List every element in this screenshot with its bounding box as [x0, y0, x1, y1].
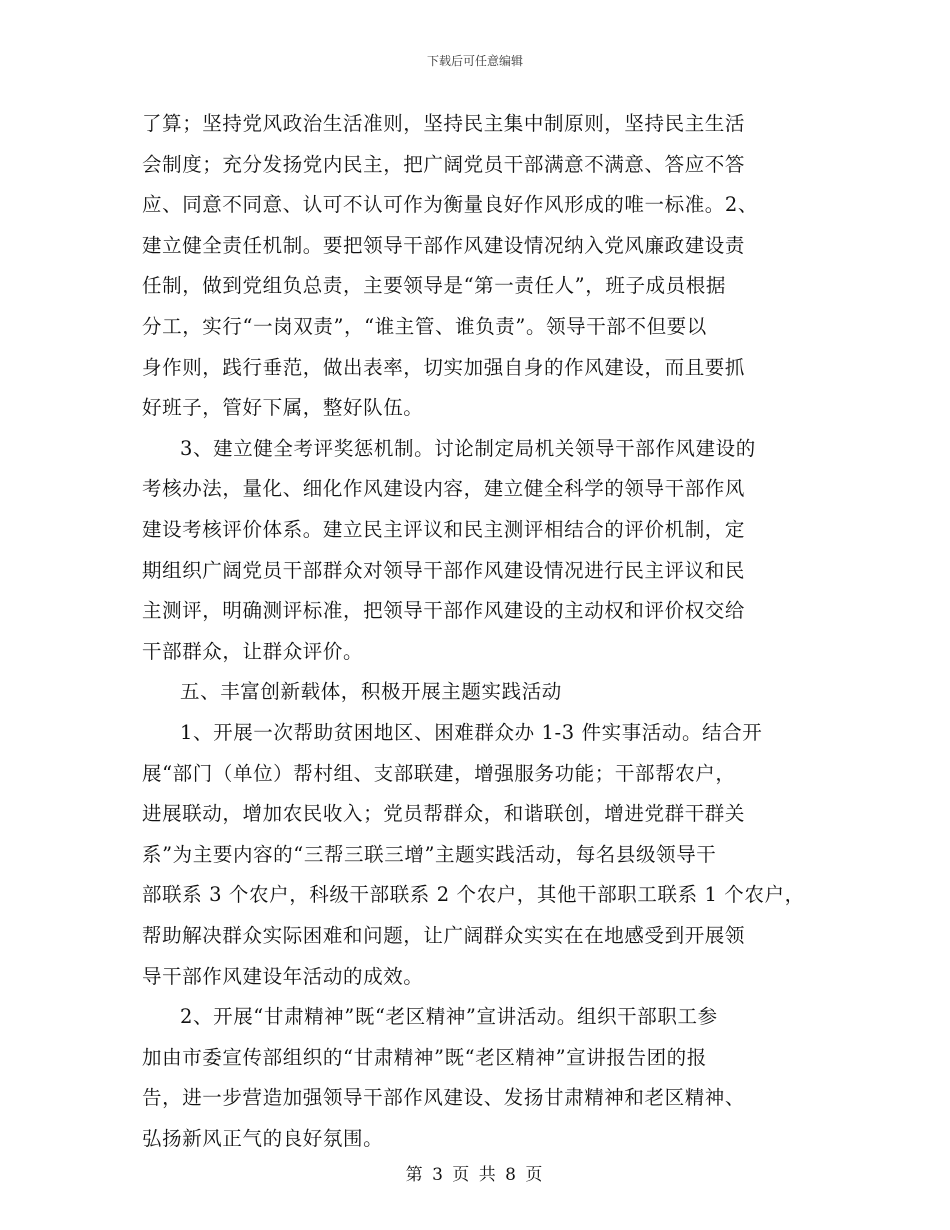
text-line: 弘扬新风正气的良好氛围。: [142, 1127, 384, 1150]
text-line: 告，进一步营造加强领导干部作风建设、发扬甘肃精神和老区精神、: [142, 1086, 746, 1110]
text-line: 1、开展一次帮助贫困地区、困难群众办 1-3 件实事活动。结合开: [180, 721, 763, 744]
text-line: 五、丰富创新载体，积极开展主题实践活动: [180, 680, 562, 704]
text-line: 帮助解决群众实际困难和问题，让广阔群众实实在在地感受到开展领: [142, 924, 746, 947]
text-line: 部联系 3 个农户，科级干部联系 2 个农户，其他干部职工联系 1 个农户，: [142, 883, 805, 907]
text-line: 任制，做到党组负总责，主要领导是“第一责任人”，班子成员根据: [142, 274, 726, 298]
text-line: 分工，实行“一岗双责”，“谁主管、谁负责”。领导干部不但要以: [142, 315, 707, 338]
text-line: 应、同意不同意、认可不认可作为衡量良好作风形成的唯一标准。2、: [142, 193, 759, 217]
page-header: 下载后可任意编辑: [426, 54, 523, 68]
text-line: 展“部门（单位）帮村组、支部联建，增强服务功能；干部帮农户，: [142, 761, 736, 785]
text-line: 3、建立健全考评奖惩机制。讨论制定局机关领导干部作风建设的: [180, 436, 756, 460]
text-line: 了算；坚持党风政治生活准则，坚持民主集中制原则，坚持民主生活: [142, 112, 746, 135]
text-line: 建设考核评价体系。建立民主评议和民主测评相结合的评价机制，定: [142, 518, 746, 541]
text-line: 期组织广阔党员干部群众对领导干部作风建设情况进行民主评议和民: [142, 558, 746, 582]
text-line: 导干部作风建设年活动的成效。: [142, 964, 424, 988]
text-line: 会制度；充分发扬党内民主，把广阔党员干部满意不满意、答应不答: [142, 152, 746, 176]
text-line: 好班子，管好下属，整好队伍。: [142, 396, 424, 420]
text-line: 考核办法，量化、细化作风建设内容，建立健全科学的领导干部作风: [142, 477, 746, 501]
text-line: 加由市委宣传部组织的“甘肃精神”既“老区精神”宣讲报告团的报: [142, 1045, 707, 1069]
text-line: 身作则，践行垂范，做出表率，切实加强自身的作风建设，而且要抓: [142, 355, 746, 379]
text-line: 2、开展“甘肃精神”既“老区精神”宣讲活动。组织干部职工参: [180, 1005, 718, 1029]
text-line: 主测评，明确测评标准，把领导干部作风建设的主动权和评价权交给: [142, 599, 746, 623]
text-line: 建立健全责任机制。要把领导干部作风建设情况纳入党风廉政建设责: [142, 233, 746, 257]
text-line: 系”为主要内容的“三帮三联三增”主题实践活动，每名县级领导干: [142, 842, 717, 866]
text-line: 干部群众，让群众评价。: [142, 639, 364, 663]
page-number: 第 3 页 共 8 页: [405, 1165, 545, 1185]
text-line: 进展联动，增加农民收入；党员帮群众，和谐联创，增进党群干群关: [142, 802, 746, 826]
